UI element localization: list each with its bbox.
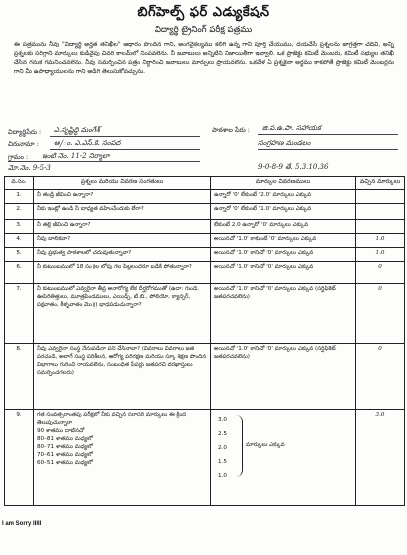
header-marks-obtained: వచ్చిన మార్కులు (356, 177, 405, 190)
row-number: 8. (5, 344, 34, 410)
school-line (258, 134, 398, 135)
instructions-paragraph: ఈ పత్రమును నీవు "విద్యార్థి అర్హత తనిఖీల" ఆధారం పొందిన గాని, అంగవైకల్యము కలిగి ఉన్న గాని పూర్తి చేయుము, దయచేసి ప్రశ్నలను జాగ్రత్తగా చదివి, అన్ని ప్రశ్నలకు సరిగ్గాని మార్కులు కుడివైపు చివరి కాలమ్‌లో నింపవలెను. నీ జవాబులు అన్నిటిని నిజాయితీగా ఇవ్వాలి. ఒక ప్రాజెక్టు కమిటీ మెంబరు, కమిటీ సభ్యుల తనిఖీ చేసిన గనుక గమనించవలెను. నీవు సమర్పించిన పత్రం నిర్ధారించి జవాబులు మార్పులు ప్రాయవలెను. ఒకవేళ ఏ ప్రశ్నకైనా అర్థము కాకపోతే ప్రాజెక్టు కమిటీ మెంబర్లను గాని మీ ఉపాధ్యాయులను గాని అడిగి తెలుసుకోవచ్చును. (14, 41, 394, 75)
marks-scale-cell (211, 410, 356, 506)
row-marks-desc: లేకుంటే 2.0 ఉన్నారో '0' మార్కులు ఎక్కువ (211, 220, 356, 234)
row-number: 3. (5, 220, 34, 234)
row-number: 2. (5, 204, 34, 220)
table-row (5, 234, 405, 248)
row-marks-desc: అయినచో '1.0' కాకుంటే '0' మార్కులు ఎక్కువ (211, 234, 356, 248)
village-line (8, 161, 200, 162)
scale-value: 2.5 (218, 431, 227, 437)
row-marks-obtained[interactable]: 3.0 (356, 410, 405, 506)
row-marks-obtained[interactable]: 1.0 (356, 248, 405, 262)
row-number: 1. (5, 190, 34, 204)
scale-label: మార్కులు ఎక్కువ (246, 442, 285, 448)
school-label: పాఠశాల పేరు : (212, 126, 250, 134)
mandal-line (258, 149, 398, 150)
row-number: 4. (5, 234, 34, 248)
row-marks-obtained[interactable]: 0 (356, 284, 405, 344)
document-title: బిగ్‌హెల్ప్ ఫర్ ఎడ్యుకేషన్ (137, 5, 270, 20)
marks-scale (214, 411, 352, 481)
table-row (5, 410, 405, 506)
row-question: నీ కుటుంబములో 18 సం॥ల లోపు గల పిల్లలందరూ బడికి పోతున్నారా? (34, 262, 211, 284)
student-name-label: విద్యార్థిపేరు : (8, 128, 42, 136)
document-subtitle: విద్యార్థి ట్రైనింగ్ పరీక్ష పత్రము (154, 25, 253, 35)
table-row (5, 262, 405, 284)
row-number: 5. (5, 248, 34, 262)
row-marks-obtained[interactable]: 1.0 (356, 234, 405, 248)
row-marks-obtained[interactable]: 0 (356, 344, 405, 410)
table-header-row (5, 177, 405, 190)
village-label: గ్రామం : (8, 153, 29, 161)
table-row (5, 190, 405, 204)
row-question: నీవు ఎవ్వరైనా సంస్థ నేనుపడినా పని చేసినావా? (వివరాలు వివరాలు జత పరచండి, అలాగే సంస్థ పరిశీలన, ఆరోగ్య పరిరక్షణ మరియు స్కూ శిక్షణ పొందిన విభాగాలు గురించి రాయవలెను, సంబంధిత పేపర్లు జతపరచి దరఖాస్తులు సమర్పించగలరు) (34, 344, 211, 410)
assessment-table (4, 176, 405, 506)
mandal-value: సంగ్రహణ మండలం (258, 139, 311, 147)
header-marks-desc: మార్కుల వివరణములు (211, 177, 356, 190)
scale-value: 1.5 (218, 459, 227, 465)
student-name-line (50, 136, 200, 137)
row-number: 6. (5, 262, 34, 284)
row-marks-obtained[interactable]: 0 (356, 262, 405, 284)
scale-value: 2.0 (218, 445, 227, 451)
row-marks-obtained[interactable] (356, 220, 405, 234)
phone-value: మో.నెం. 9-5-3 (8, 164, 51, 172)
row-marks-desc: అయినచో '1.0' కానిచో '0' మార్కులు ఎక్కువ (సర్టిఫికెట్ జతపరచవలెను) (211, 344, 356, 410)
row-marks-desc: అయినచో '1.0' కానిచో '0' మార్కులు ఎక్కువ (సర్టిఫికెట్ జతపరచవలెను) (211, 284, 356, 344)
scale-brace (236, 415, 243, 477)
address-line (50, 149, 200, 150)
header-question: ప్రశ్నలు మరియు వివరణ సంగతులు (34, 177, 211, 190)
table-row (5, 344, 405, 410)
row-marks-desc: ఉన్నారో '0' లేకుంటే '2.0' మార్కులు ఎక్కువ (211, 190, 356, 204)
address-label: చిరునామా : (8, 140, 39, 148)
row-question: నీవు ప్రభుత్వ పాఠశాలలో చదువుతున్నావా? (34, 248, 211, 262)
date-value: 9-0-8-9 తే. 5.3.10.36 (258, 163, 329, 171)
table-row (5, 204, 405, 220)
scale-value: 1.0 (218, 473, 227, 479)
village-value: ఇంటి నెం. 11-2 నిర్మాలా (42, 152, 110, 160)
row-number: 9. (5, 410, 34, 506)
address-value: ఆ/ం. ఎ.ఎస్.కె. సంపద (54, 139, 121, 147)
row-question: నీవు బాలికవా? (34, 234, 211, 248)
row-number: 7. (5, 284, 34, 344)
header-sno: వ.సం. (5, 177, 34, 190)
footer-stamp: I am Sorry IIIII (2, 521, 42, 527)
row-question: గత సంవత్సరాంతపు పరీక్షలో నీకు వచ్చిన సరాసరి మార్కులు ఈ క్రింద తెలుపుచున్నారా 90 శాతము దాటినచో 80–81 శాతము మధ్యలో 80–71 శాతము మధ్యలో 70–61 శాతము మధ్యలో 60–51 శాతము మధ్యలో (34, 410, 211, 506)
row-question: నీ తండ్రి జీవించి ఉన్నారా? (34, 190, 211, 204)
row-marks-desc: అయినచో '1.0' కానిచో '0' మార్కులు ఎక్కువ (211, 248, 356, 262)
row-marks-obtained[interactable] (356, 190, 405, 204)
student-name-value: ఎ.సృష్టిద్ధి మంగేశ్ (54, 126, 100, 134)
row-marks-desc: అయినచో '1.0' కానిచో '0' మార్కులు ఎక్కువ (211, 262, 356, 284)
school-value: జి.ప.ఉ.పా. సహాయక (262, 124, 321, 132)
scale-value: 3.0 (218, 417, 227, 423)
row-marks-obtained[interactable] (356, 204, 405, 220)
table-row (5, 248, 405, 262)
row-question: నీకు ఇంట్లో ఉండి నీ బాధ్యత వహించేందుకు లేరా? (34, 204, 211, 220)
row-question: నీ కుటుంబములో ఎవ్వరైనా తీవ్ర అనారోగ్య లేక దీర్ఘరోగముతో (ఉదా: గుండె, ఊపిరితిత్తులు, మూత్రపిండములు, ఎయిడ్స్, టి.బి., పోలియో, క్యాన్సర్, పక్షవాతం, కీళ్ళవాతం మొ॥) భాధపడుచున్నారా? (34, 284, 211, 344)
row-question: నీ తల్లి జీవించి ఉన్నారా? (34, 220, 211, 234)
table-row (5, 220, 405, 234)
row-marks-desc: ఉన్నారో '0' లేకుంటే '1.0' మార్కులు ఎక్కువ (211, 204, 356, 220)
table-row (5, 284, 405, 344)
marks-scale-values (218, 413, 227, 483)
